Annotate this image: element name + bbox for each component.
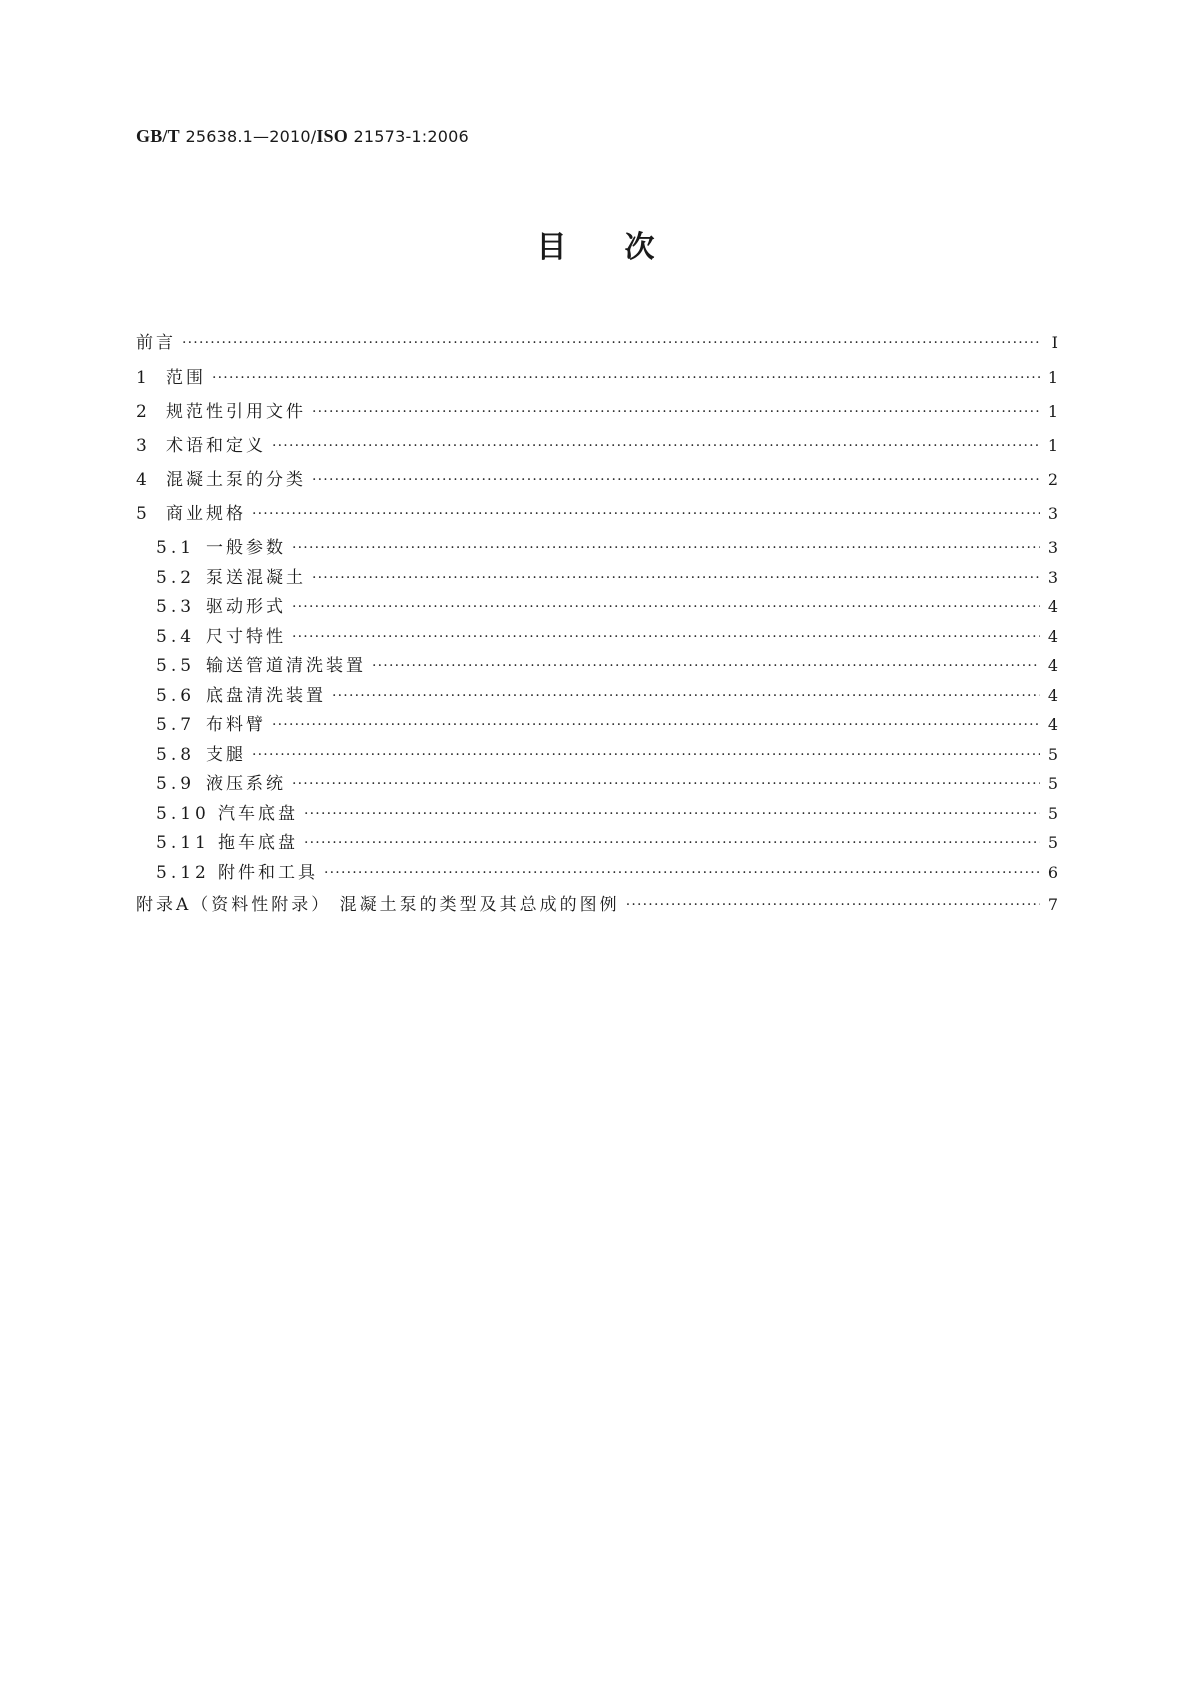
toc-entry[interactable] bbox=[136, 363, 1058, 389]
toc-leader-dots bbox=[272, 435, 1040, 457]
toc-entry-number: 5.5 bbox=[156, 656, 196, 676]
toc-leader-dots bbox=[272, 714, 1040, 736]
toc-leader-dots bbox=[212, 367, 1040, 389]
toc-entry-number: 5.10 bbox=[156, 804, 210, 824]
toc-entry-number: 5.1 bbox=[156, 538, 196, 558]
toc-entry-number: 1 bbox=[136, 368, 151, 388]
toc-entry[interactable] bbox=[136, 328, 1058, 354]
toc-entry-number: 2 bbox=[136, 402, 151, 422]
toc-entry[interactable] bbox=[156, 769, 1058, 795]
toc-entry-number: 5.3 bbox=[156, 597, 196, 617]
toc-entry-page: 7 bbox=[1047, 895, 1058, 914]
toc-entry-page: 4 bbox=[1047, 686, 1058, 705]
toc-entry-number: 5.4 bbox=[156, 627, 196, 647]
toc-leader-dots bbox=[252, 503, 1040, 525]
toc-entry-number: 5.2 bbox=[156, 568, 196, 588]
toc-leader-dots bbox=[182, 332, 1040, 354]
toc-entry[interactable] bbox=[136, 890, 1058, 916]
toc-entry-page: 4 bbox=[1047, 627, 1058, 646]
toc-entry-page: 3 bbox=[1047, 504, 1058, 523]
toc-entry-number: 3 bbox=[136, 436, 151, 456]
toc-entry-label: 规范性引用文件 bbox=[166, 402, 306, 422]
toc-entry-page: Ⅰ bbox=[1051, 333, 1058, 352]
toc-entry-number: 5.12 bbox=[156, 863, 210, 883]
toc-entry-label: 支腿 bbox=[206, 745, 246, 765]
toc-entry-page: 1 bbox=[1047, 402, 1058, 421]
standard-prefix: GB/T bbox=[136, 126, 180, 146]
toc-leader-dots bbox=[252, 744, 1040, 766]
toc-entry-label: 附录A（资料性附录） 混凝土泵的类型及其总成的图例 bbox=[136, 895, 620, 915]
toc-entry[interactable] bbox=[136, 397, 1058, 423]
toc-entry-page: 5 bbox=[1047, 774, 1058, 793]
toc-entry-label: 混凝土泵的分类 bbox=[166, 470, 306, 490]
toc-leader-dots bbox=[312, 469, 1040, 491]
iso-number: 21573-1:2006 bbox=[353, 127, 469, 146]
toc-leader-dots bbox=[292, 537, 1040, 559]
toc-entry-page: 6 bbox=[1047, 863, 1058, 882]
toc-entry-number: 5.8 bbox=[156, 745, 196, 765]
toc-entry[interactable] bbox=[136, 431, 1058, 457]
toc-leader-dots bbox=[312, 567, 1040, 589]
toc-entry-page: 3 bbox=[1047, 568, 1058, 587]
toc-entry-number: 5 bbox=[136, 504, 151, 524]
toc-entry-page: 5 bbox=[1047, 833, 1058, 852]
toc-entry-number: 5.9 bbox=[156, 774, 196, 794]
toc-entry[interactable] bbox=[136, 499, 1058, 525]
toc-entry[interactable] bbox=[156, 651, 1058, 677]
toc-leader-dots bbox=[372, 655, 1040, 677]
toc-entry-label: 底盘清洗装置 bbox=[206, 686, 326, 706]
toc-entry-page: 3 bbox=[1047, 538, 1058, 557]
toc-entry[interactable] bbox=[136, 465, 1058, 491]
toc-entry[interactable] bbox=[156, 828, 1058, 854]
toc-entry-label: 前言 bbox=[136, 333, 176, 353]
toc-entry-label: 布料臂 bbox=[206, 715, 266, 735]
toc-entry-page: 2 bbox=[1047, 470, 1058, 489]
toc-leader-dots bbox=[304, 803, 1040, 825]
toc-entry-label: 范围 bbox=[166, 368, 206, 388]
toc-entry-number: 5.6 bbox=[156, 686, 196, 706]
toc-entry-label: 输送管道清洗装置 bbox=[206, 656, 366, 676]
toc-leader-dots bbox=[292, 596, 1040, 618]
toc-entry-page: 1 bbox=[1047, 368, 1058, 387]
toc-entry-label: 术语和定义 bbox=[166, 436, 266, 456]
toc-entry[interactable] bbox=[156, 681, 1058, 707]
toc-entry-label: 一般参数 bbox=[206, 538, 286, 558]
toc-entry-label: 驱动形式 bbox=[206, 597, 286, 617]
toc-entry-label: 商业规格 bbox=[166, 504, 246, 524]
toc-leader-dots bbox=[332, 685, 1040, 707]
toc-leader-dots bbox=[292, 626, 1040, 648]
toc-entry[interactable] bbox=[156, 622, 1058, 648]
toc-entry-label: 拖车底盘 bbox=[218, 833, 298, 853]
toc-entry-label: 液压系统 bbox=[206, 774, 286, 794]
standard-number: 25638.1—2010/ bbox=[185, 127, 317, 146]
toc-entry-label: 尺寸特性 bbox=[206, 627, 286, 647]
toc-entry-page: 4 bbox=[1047, 715, 1058, 734]
toc-entry[interactable] bbox=[156, 592, 1058, 618]
toc-entry-page: 4 bbox=[1047, 597, 1058, 616]
toc-entry-number: 5.7 bbox=[156, 715, 196, 735]
toc-entry-page: 5 bbox=[1047, 745, 1058, 764]
standard-header bbox=[136, 126, 469, 147]
toc-entry-page: 5 bbox=[1047, 804, 1058, 823]
toc-leader-dots bbox=[312, 401, 1040, 423]
toc-entry-number: 5.11 bbox=[156, 833, 210, 853]
toc-entry-page: 1 bbox=[1047, 436, 1058, 455]
toc-leader-dots bbox=[626, 894, 1040, 916]
toc-leader-dots bbox=[292, 773, 1040, 795]
toc-entry-label: 附件和工具 bbox=[218, 863, 318, 883]
toc-entry[interactable] bbox=[156, 710, 1058, 736]
toc-entry[interactable] bbox=[156, 533, 1058, 559]
toc-entry-label: 汽车底盘 bbox=[218, 804, 298, 824]
toc-entry[interactable] bbox=[156, 563, 1058, 589]
toc-entry-label: 泵送混凝土 bbox=[206, 568, 306, 588]
toc-leader-dots bbox=[304, 832, 1040, 854]
toc-entry[interactable] bbox=[156, 799, 1058, 825]
toc-leader-dots bbox=[324, 862, 1040, 884]
toc-entry[interactable] bbox=[156, 740, 1058, 766]
toc-entry[interactable] bbox=[156, 858, 1058, 884]
toc-entry-number: 4 bbox=[136, 470, 151, 490]
page-title: 目次 bbox=[536, 230, 713, 265]
iso-prefix: ISO bbox=[316, 126, 348, 146]
toc-entry-page: 4 bbox=[1047, 656, 1058, 675]
